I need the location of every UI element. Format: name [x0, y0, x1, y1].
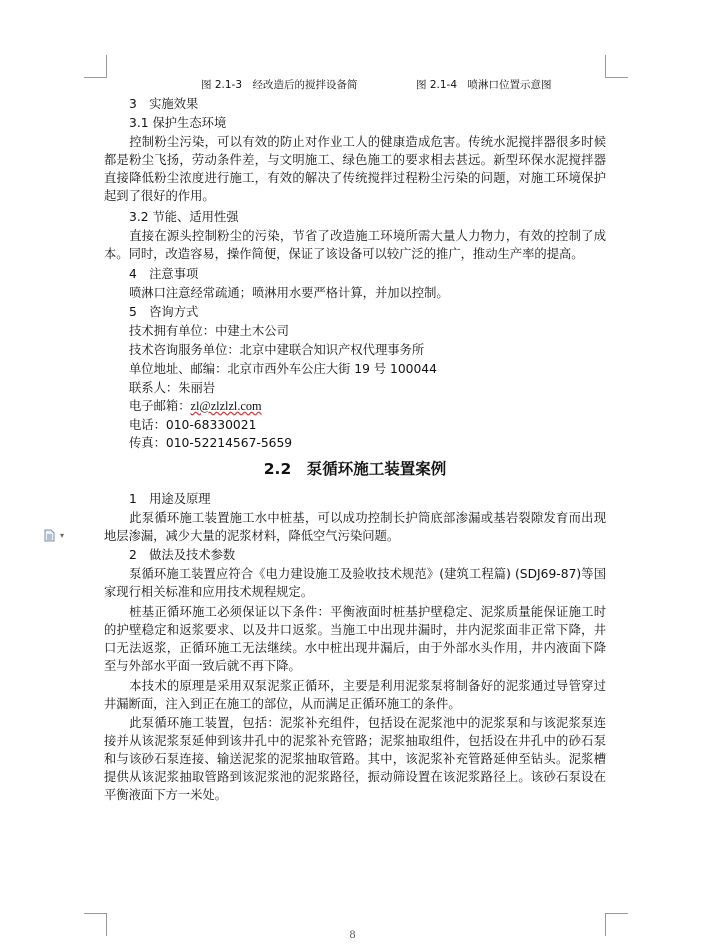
paragraph-3-1: 控制粉尘污染，可以有效的防止对作业工人的健康造成危害。传统水泥搅拌器很多时候都是粉尘飞扬，劳动条件差，与文明施工、绿色施工的要求相去甚远。新型环保水泥搅拌器直接降低粉尘浓度进行施工，有效的解决了传统搅拌过程粉尘污染的问题，对施工环境保护起到了很好的作用。	[104, 135, 606, 203]
section-heading-4: 4 注意事项	[129, 267, 199, 281]
document-comment-icon[interactable]	[44, 529, 55, 542]
chevron-down-icon[interactable]: ▾	[60, 531, 65, 540]
contact-person: 联系人：朱丽岩	[129, 381, 216, 395]
heading-usage-principle: 1 用途及原理	[129, 492, 211, 506]
paragraph-4: 喷淋口注意经常疏通；喷淋用水要严格计算，并加以控制。	[129, 286, 449, 300]
paragraph-standard: 泵循环施工装置应符合《电力建设施工及验收技术规范》(建筑工程篇) (SDJ69-87)等国家现行相关标准和应用技术规程规定。	[104, 567, 606, 599]
contact-email-label: 电子邮箱：	[129, 399, 191, 413]
contact-address: 单位地址、邮编：北京市西外车公庄大街 19 号 100044	[129, 362, 437, 376]
figure-caption-2-1-4: 图 2.1-4 喷淋口位置示意图	[416, 79, 552, 91]
section-heading-5: 5 咨询方式	[129, 305, 199, 319]
contact-owner: 技术拥有单位：中建土木公司	[129, 324, 289, 338]
paragraph-3-2: 直接在源头控制粉尘的污染，节省了改造施工环境所需大量人力物力，有效的控制了成本。同时，改造容易，操作简便，保证了该设备可以较广泛的推广，推动生产率的提高。	[104, 229, 606, 261]
paragraph-device: 此泵循环施工装置，包括：泥浆补充组件，包括设在泥浆池中的泥浆泵和与该泥浆泵连接并从该泥浆泵延伸到该井孔中的泥浆补充管路；泥浆抽取组件，包括设在井孔中的砂石泵和与该砂石泵连接、输送泥浆的泥浆抽取管路。其中，该泥浆补充管路延伸至钻头。泥浆槽提供从该泥浆抽取管路到该泥浆池的泥浆路径，振动筛设置在该泥浆路径上。该砂石泵设在平衡液面下方一米处。	[104, 716, 606, 802]
paragraph-principle: 本技术的原理是采用双泵泥浆正循环，主要是利用泥浆泵将制备好的泥浆通过导管穿过井漏断面，注入到正在施工的部位，从而满足正循环施工的条件。	[104, 679, 606, 711]
paragraph-conditions: 桩基正循环施工必须保证以下条件：平衡液面时桩基护壁稳定、泥浆质量能保证施工时的护壁稳定和返浆要求、以及井口返浆。当施工中出现井漏时，井内泥浆面非正常下降，井口无法返浆，正循环施工无法继续。水中桩出现井漏后，由于外部水头作用，井内液面下降至与外部水平面一致后就不再下降。	[104, 605, 606, 673]
contact-phone: 电话：010-68330021	[129, 418, 257, 432]
subsection-heading-3-2: 3.2 节能、适用性强	[129, 210, 239, 224]
contact-service: 技术咨询服务单位：北京中建联合知识产权代理事务所	[129, 343, 425, 357]
figure-caption-2-1-3: 图 2.1-3 经改造后的搅拌设备简	[201, 79, 358, 91]
subsection-heading-3-1: 3.1 保护生态环境	[129, 116, 227, 130]
paragraph-usage: 此泵循环施工装置施工水中桩基，可以成功控制长护筒底部渗漏或基岩裂隙发育而出现地层渗漏，减少大量的泥浆材料，降低空气污染问题。	[104, 511, 606, 543]
section-heading-3: 3 实施效果	[129, 97, 199, 111]
heading-method-params: 2 做法及技术参数	[129, 548, 236, 562]
contact-email-value[interactable]: zl@zlzlzl.com	[190, 399, 262, 413]
section-title-2-2: 2.2 泵循环施工装置案例	[263, 460, 447, 478]
page-number: 8	[349, 927, 356, 941]
contact-email	[104, 397, 606, 415]
crop-mark-top-left	[84, 55, 107, 78]
crop-mark-top-right	[605, 55, 628, 78]
contact-fax: 传真：010-52214567-5659	[129, 436, 293, 450]
